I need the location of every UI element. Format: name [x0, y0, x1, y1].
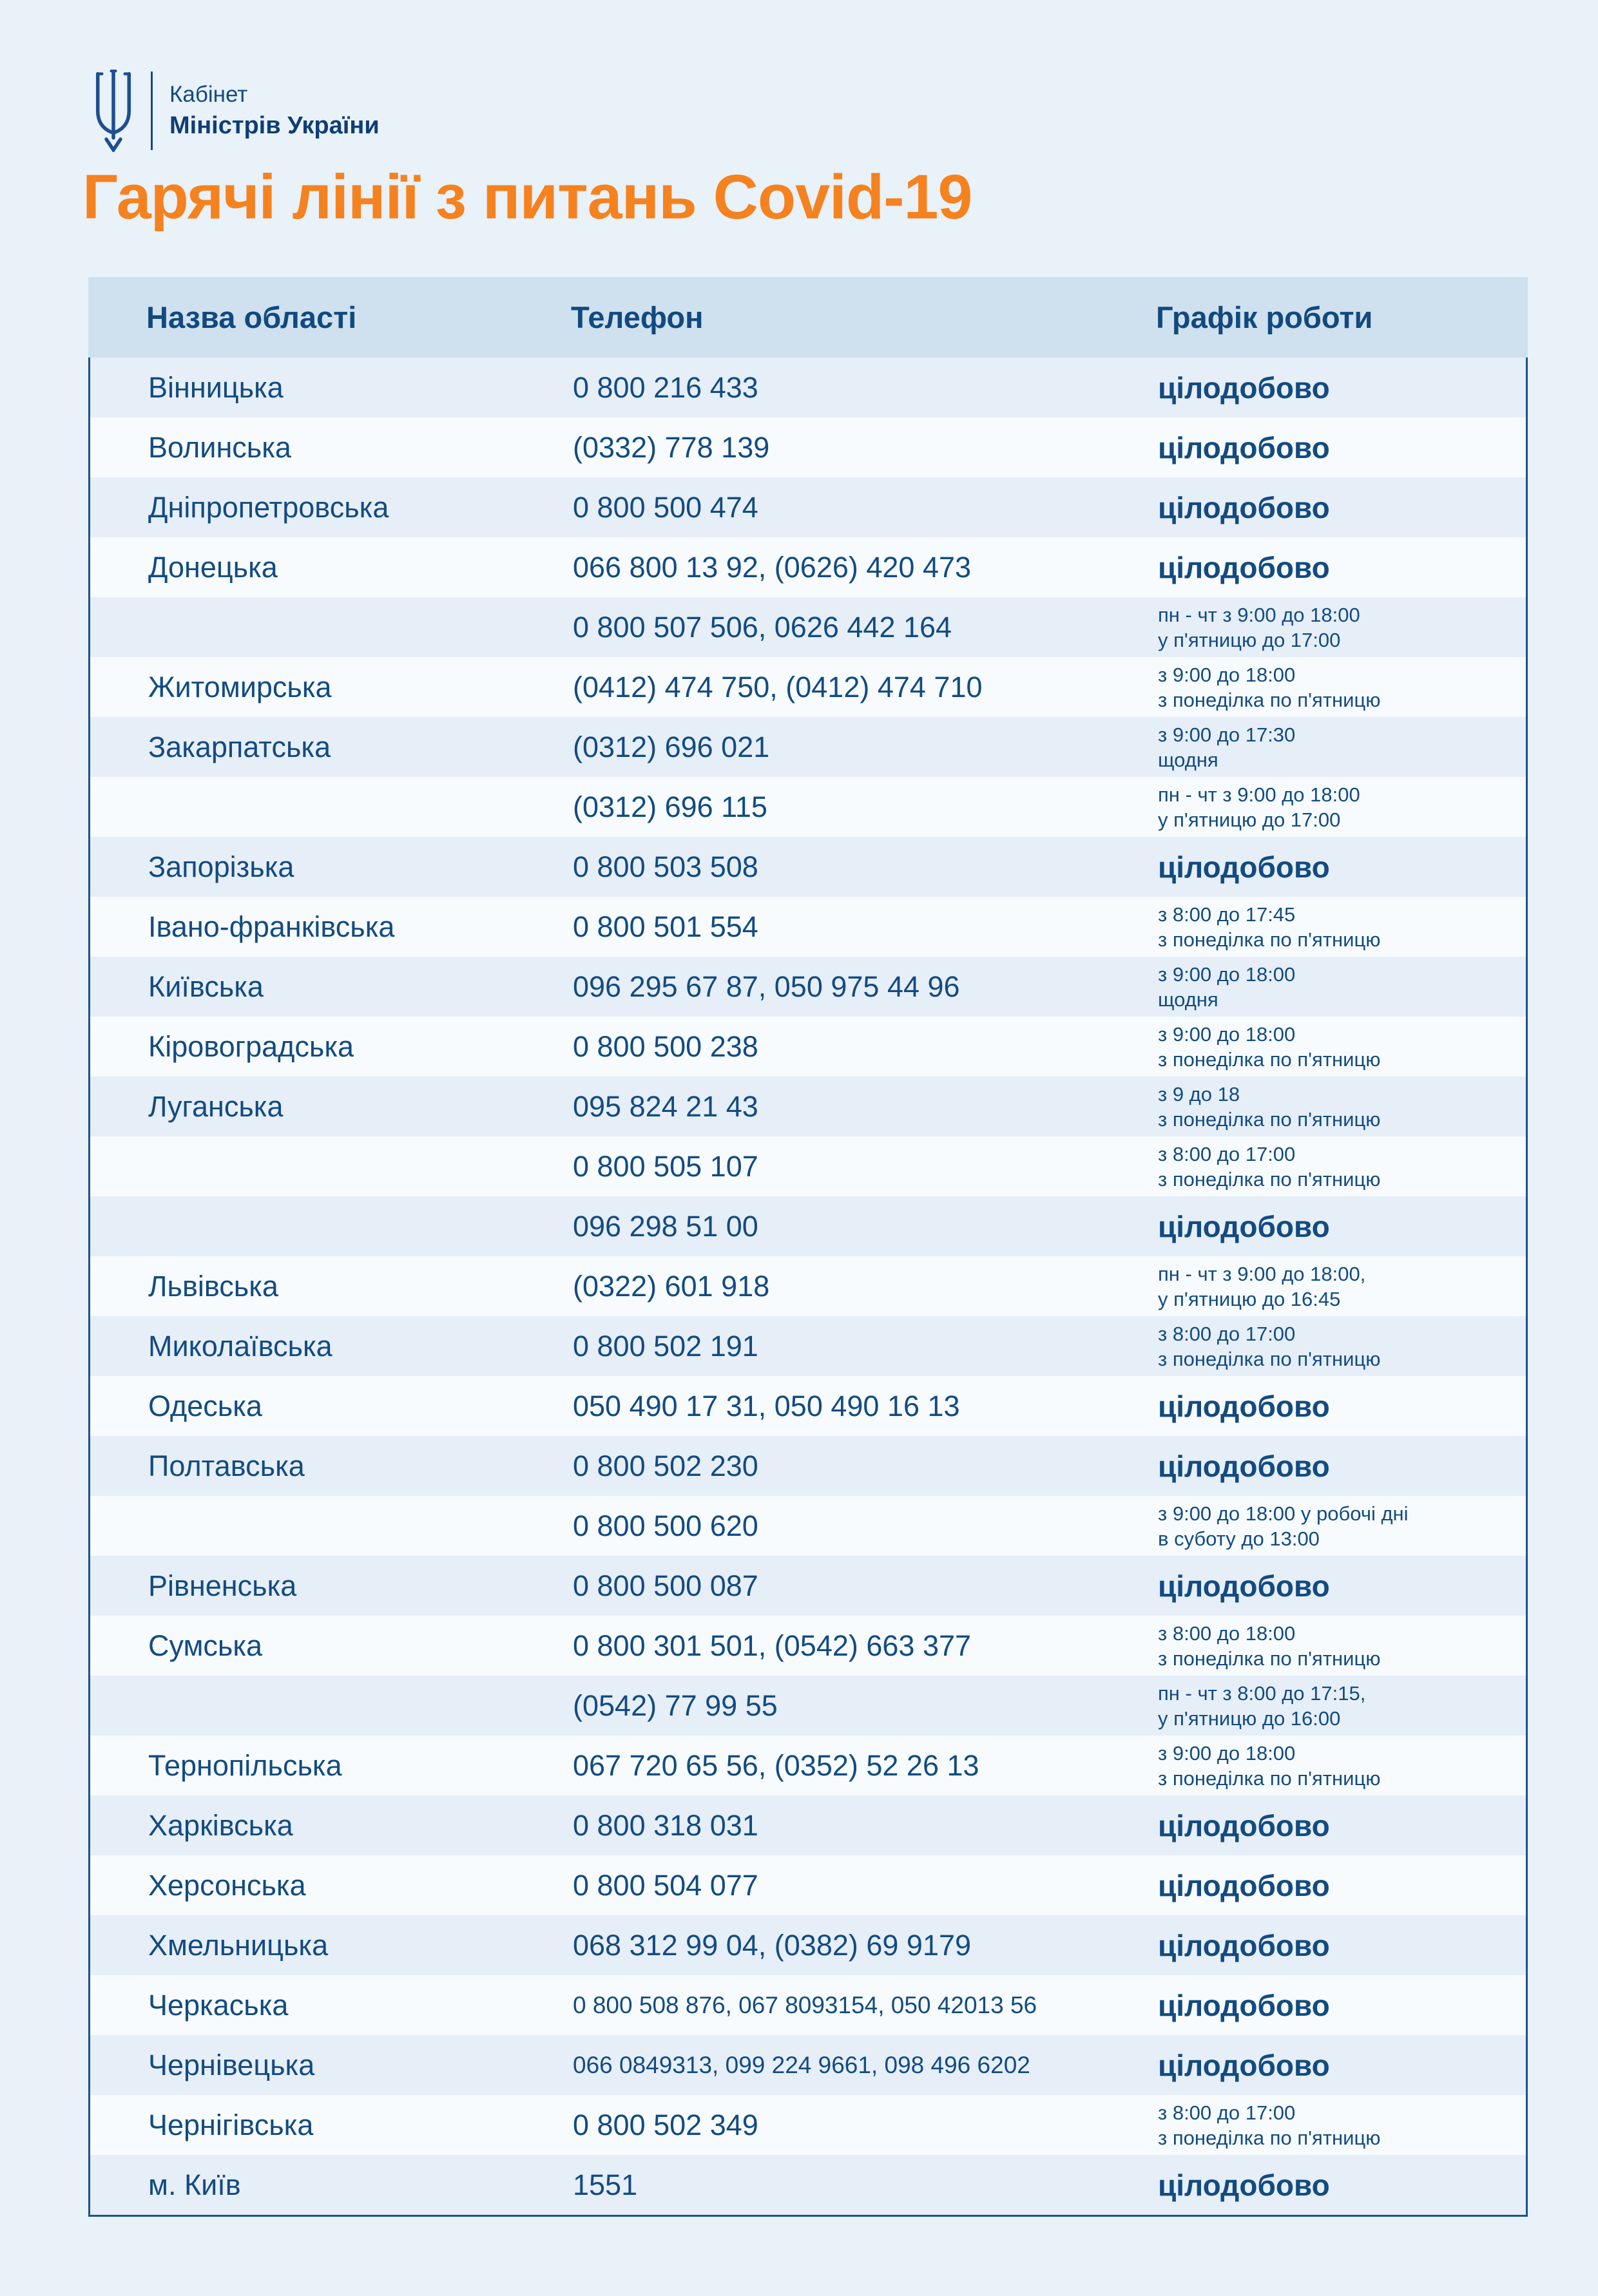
- table-row: [90, 2035, 1526, 2095]
- phone-number: 067 720 65 56, (0352) 52 26 13: [573, 1748, 979, 1782]
- work-schedule: [1158, 1810, 1526, 1842]
- table-row: [90, 1256, 1526, 1316]
- table-row: [90, 537, 1526, 597]
- logo-divider: [151, 72, 153, 150]
- schedule-line: з 9:00 до 18:00: [1158, 663, 1296, 686]
- phone-number: (0322) 601 918: [573, 1269, 770, 1303]
- schedule-line: з понеділка по п'ятницю: [1158, 2126, 1381, 2149]
- phone-number: 050 490 17 31, 050 490 16 13: [573, 1389, 960, 1422]
- table-row: [90, 1436, 1526, 1496]
- table-row: [90, 1017, 1526, 1076]
- schedule-line: цілодобово: [1158, 850, 1330, 884]
- table-row: [90, 1975, 1526, 2035]
- header-cell-phone: Телефон: [571, 300, 704, 334]
- region-name: Черкаська: [148, 1988, 289, 2022]
- work-schedule: [1158, 851, 1526, 883]
- tryzub-coat-of-arms-icon: [90, 70, 137, 152]
- table-row: [90, 1076, 1526, 1136]
- schedule-line: в суботу до 13:00: [1158, 1527, 1320, 1550]
- schedule-line: з понеділка по п'ятницю: [1158, 688, 1381, 711]
- schedule-line: цілодобово: [1158, 2048, 1330, 2082]
- work-schedule: [1158, 1570, 1526, 1602]
- work-schedule: [1158, 1390, 1526, 1422]
- schedule-line: з понеділка по п'ятницю: [1158, 1107, 1381, 1131]
- phone-number: 0 800 507 506, 0626 442 164: [573, 610, 952, 644]
- table-row: [90, 2155, 1526, 2215]
- phone-number: 095 824 21 43: [573, 1089, 758, 1123]
- phone-number: 0 800 500 087: [573, 1569, 758, 1602]
- header-cell-region: Назва області: [146, 300, 357, 334]
- schedule-line: у п'ятницю до 17:00: [1158, 808, 1341, 831]
- table-row: [90, 1855, 1526, 1915]
- phone-number: 0 800 504 077: [573, 1868, 758, 1902]
- page-title: Гарячі лінії з питань Covid-19: [82, 162, 972, 232]
- schedule-line: цілодобово: [1158, 2168, 1330, 2202]
- schedule-line: цілодобово: [1158, 430, 1330, 464]
- government-logo: [90, 70, 380, 152]
- table-row: [90, 1196, 1526, 1256]
- schedule-line: цілодобово: [1158, 1569, 1330, 1603]
- region-name: Донецька: [148, 550, 278, 584]
- region-name: Київська: [148, 970, 264, 1003]
- work-schedule: [1158, 2049, 1526, 2081]
- work-schedule: [1158, 1261, 1526, 1312]
- schedule-line: цілодобово: [1158, 1928, 1330, 1962]
- work-schedule: [1158, 1681, 1526, 1731]
- work-schedule: [1158, 1621, 1526, 1671]
- schedule-line: цілодобово: [1158, 1988, 1330, 2022]
- table-row: [90, 1496, 1526, 1556]
- work-schedule: [1158, 602, 1526, 653]
- region-name: Тернопільська: [148, 1748, 342, 1782]
- schedule-line: з 8:00 до 17:00: [1158, 1142, 1296, 1165]
- region-name: Чернігівська: [148, 2108, 314, 2141]
- phone-number: 0 800 500 620: [573, 1509, 758, 1542]
- logo-line-1: Кабінет: [169, 82, 248, 107]
- region-name: Закарпатська: [148, 730, 331, 763]
- schedule-line: з 8:00 до 17:45: [1158, 903, 1296, 926]
- work-schedule: [1158, 1142, 1526, 1192]
- work-schedule: [1158, 722, 1526, 772]
- table-header: [88, 277, 1528, 358]
- region-name: Хмельницька: [148, 1928, 329, 1962]
- region-name: Миколаївська: [148, 1329, 332, 1363]
- table-row: [90, 957, 1526, 1017]
- table-row: [90, 2095, 1526, 2155]
- schedule-line: у п'ятницю до 16:00: [1158, 1707, 1341, 1730]
- schedule-line: щодня: [1158, 748, 1218, 771]
- schedule-line: пн - чт з 9:00 до 18:00: [1158, 783, 1360, 806]
- schedule-line: з 8:00 до 17:00: [1158, 1322, 1296, 1345]
- work-schedule: [1158, 1210, 1526, 1243]
- table-row: [90, 657, 1526, 717]
- work-schedule: [1158, 551, 1526, 584]
- table-row: [90, 1795, 1526, 1855]
- table-row: [90, 1676, 1526, 1736]
- phone-number: 0 800 508 876, 067 8093154, 050 42013 56: [573, 1991, 1037, 2018]
- work-schedule: [1158, 1870, 1526, 1902]
- phone-number: (0312) 696 115: [573, 790, 767, 823]
- table-row: [90, 1136, 1526, 1196]
- region-name: Полтавська: [148, 1449, 305, 1482]
- region-name: Одеська: [148, 1389, 262, 1422]
- schedule-line: у п'ятницю до 16:45: [1158, 1287, 1341, 1310]
- work-schedule: [1158, 372, 1526, 404]
- schedule-line: з 8:00 до 17:00: [1158, 2101, 1296, 2124]
- schedule-line: з понеділка по п'ятницю: [1158, 1167, 1381, 1191]
- phone-number: 0 800 301 501, (0542) 663 377: [573, 1629, 972, 1662]
- schedule-line: цілодобово: [1158, 370, 1330, 405]
- work-schedule: [1158, 1929, 1526, 1962]
- schedule-line: пн - чт з 9:00 до 18:00,: [1158, 1262, 1366, 1285]
- phone-number: 096 295 67 87, 050 975 44 96: [573, 970, 960, 1003]
- schedule-line: з 9:00 до 18:00: [1158, 962, 1296, 986]
- schedule-line: з понеділка по п'ятницю: [1158, 928, 1381, 951]
- phone-number: 0 800 502 349: [573, 2108, 758, 2141]
- region-name: Вінницька: [148, 370, 284, 404]
- schedule-line: з понеділка по п'ятницю: [1158, 1347, 1381, 1370]
- schedule-line: цілодобово: [1158, 1389, 1330, 1423]
- table-row: [90, 837, 1526, 897]
- schedule-line: цілодобово: [1158, 1449, 1330, 1483]
- phone-number: 1551: [573, 2168, 638, 2201]
- schedule-line: з 9:00 до 18:00: [1158, 1022, 1296, 1046]
- work-schedule: [1158, 432, 1526, 464]
- phone-number: 096 298 51 00: [573, 1209, 758, 1243]
- table-row: [90, 477, 1526, 537]
- table-row: [90, 1376, 1526, 1436]
- schedule-line: з понеділка по п'ятницю: [1158, 1766, 1381, 1790]
- phone-number: 0 800 502 230: [573, 1449, 758, 1482]
- work-schedule: [1158, 782, 1526, 832]
- region-name: Запорізька: [148, 850, 294, 883]
- work-schedule: [1158, 1022, 1526, 1072]
- schedule-line: цілодобово: [1158, 490, 1330, 524]
- work-schedule: [1158, 1321, 1526, 1372]
- phone-number: 0 800 501 554: [573, 910, 758, 943]
- region-name: Дніпропетровська: [148, 490, 389, 524]
- table-row: [90, 1316, 1526, 1376]
- work-schedule: [1158, 2100, 1526, 2150]
- table-row: [90, 717, 1526, 777]
- region-name: Івано-франківська: [148, 910, 395, 943]
- phone-number: (0312) 696 021: [573, 730, 770, 763]
- region-name: Чернівецька: [148, 2048, 315, 2081]
- table-row: [90, 1915, 1526, 1975]
- phone-number: 066 0849313, 099 224 9661, 098 496 6202: [573, 2051, 1030, 2078]
- region-name: Житомирська: [148, 670, 332, 703]
- phone-number: 0 800 500 474: [573, 490, 758, 524]
- work-schedule: [1158, 2169, 1526, 2201]
- hotline-table: [88, 277, 1528, 2217]
- phone-number: (0412) 474 750, (0412) 474 710: [573, 670, 983, 703]
- region-name: Рівненська: [148, 1569, 297, 1602]
- schedule-line: цілодобово: [1158, 1209, 1330, 1243]
- region-name: Волинська: [148, 430, 291, 464]
- schedule-line: з понеділка по п'ятницю: [1158, 1048, 1381, 1071]
- work-schedule: [1158, 1501, 1526, 1551]
- schedule-line: з понеділка по п'ятницю: [1158, 1647, 1381, 1670]
- table-row: [90, 358, 1526, 417]
- work-schedule: [1158, 492, 1526, 524]
- work-schedule: [1158, 1989, 1526, 2022]
- schedule-line: з 9 до 18: [1158, 1082, 1240, 1105]
- phone-number: 066 800 13 92, (0626) 420 473: [573, 550, 972, 584]
- work-schedule: [1158, 1082, 1526, 1132]
- table-row: [90, 417, 1526, 477]
- table-row: [90, 1736, 1526, 1795]
- phone-number: 0 800 502 191: [573, 1329, 758, 1363]
- logo-text: [169, 80, 380, 142]
- phone-number: (0542) 77 99 55: [573, 1689, 778, 1722]
- work-schedule: [1158, 662, 1526, 713]
- schedule-line: цілодобово: [1158, 550, 1330, 584]
- schedule-line: з 8:00 до 18:00: [1158, 1622, 1296, 1645]
- region-name: м. Київ: [148, 2168, 241, 2201]
- region-name: Львівська: [148, 1269, 278, 1303]
- region-name: Сумська: [148, 1629, 263, 1662]
- schedule-line: цілодобово: [1158, 1868, 1330, 1902]
- work-schedule: [1158, 1450, 1526, 1482]
- schedule-line: пн - чт з 8:00 до 17:15,: [1158, 1681, 1366, 1705]
- schedule-line: з 9:00 до 18:00: [1158, 1741, 1296, 1765]
- phone-number: (0332) 778 139: [573, 430, 770, 464]
- phone-number: 068 312 99 04, (0382) 69 9179: [573, 1928, 972, 1962]
- table-row: [90, 597, 1526, 657]
- schedule-line: цілодобово: [1158, 1808, 1330, 1842]
- phone-number: 0 800 318 031: [573, 1808, 758, 1842]
- region-name: Херсонська: [148, 1868, 306, 1902]
- schedule-line: з 9:00 до 18:00 у робочі дні: [1158, 1502, 1409, 1525]
- logo-line-2: Міністрів України: [169, 112, 380, 139]
- table-row: [90, 897, 1526, 957]
- phone-number: 0 800 216 433: [573, 370, 758, 404]
- schedule-line: щодня: [1158, 988, 1218, 1011]
- phone-number: 0 800 500 238: [573, 1029, 758, 1063]
- schedule-line: з 9:00 до 17:30: [1158, 723, 1296, 746]
- work-schedule: [1158, 962, 1526, 1012]
- table-row: [90, 1556, 1526, 1616]
- phone-number: 0 800 503 508: [573, 850, 758, 883]
- header-cell-schedule: Графік роботи: [1156, 300, 1373, 334]
- work-schedule: [1158, 1741, 1526, 1791]
- region-name: Кіровоградська: [148, 1029, 354, 1063]
- region-name: Луганська: [148, 1089, 284, 1123]
- schedule-line: у п'ятницю до 17:00: [1158, 628, 1341, 651]
- region-name: Харківська: [148, 1808, 293, 1842]
- table-row: [90, 777, 1526, 837]
- work-schedule: [1158, 902, 1526, 952]
- table-body: [88, 358, 1528, 2217]
- table-row: [90, 1616, 1526, 1676]
- schedule-line: пн - чт з 9:00 до 18:00: [1158, 603, 1360, 626]
- phone-number: 0 800 505 107: [573, 1149, 758, 1183]
